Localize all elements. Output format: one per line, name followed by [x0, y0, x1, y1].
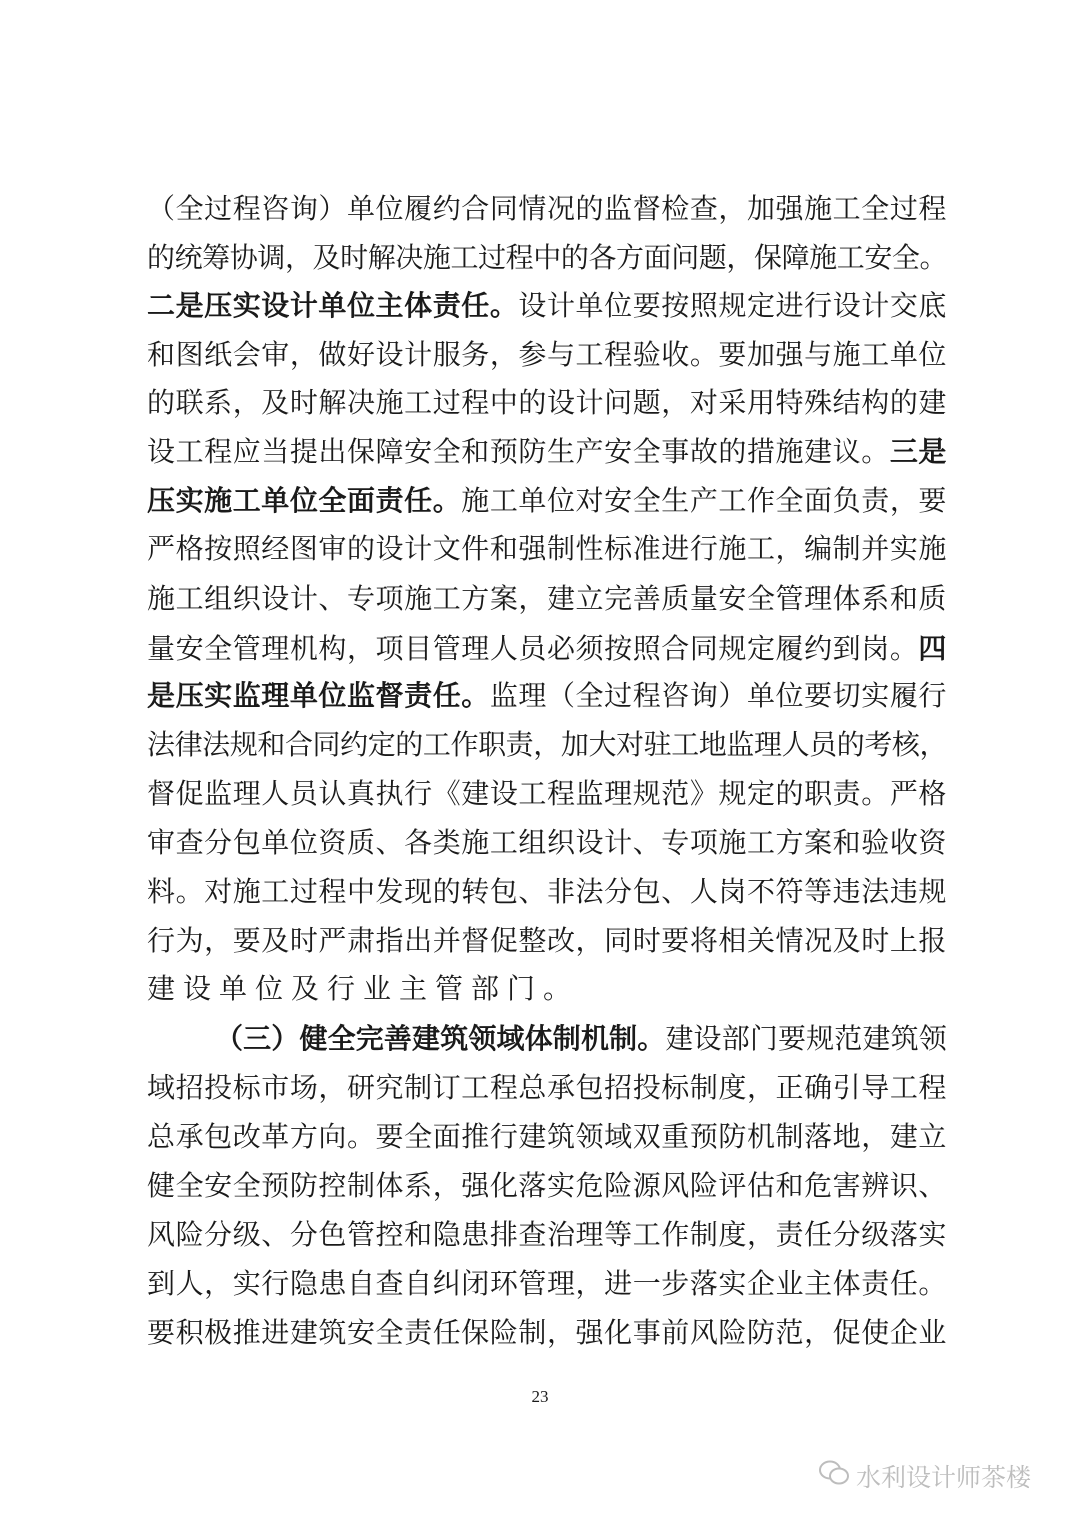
text-line	[147, 1315, 947, 1355]
text-line-content	[147, 971, 579, 1007]
body-text: 到人，实行隐患自查自纠闭环管理，进一步落实企业主体责任。	[147, 1267, 947, 1300]
body-text: 建设单位及行业主管部门。	[147, 972, 580, 1005]
text-line-content	[147, 678, 947, 714]
text-line	[147, 776, 947, 816]
text-line-content	[147, 1070, 947, 1106]
text-line-content	[147, 874, 947, 910]
bold-heading-text: 是压实监理单位监督责任。	[147, 679, 490, 712]
body-text: 法律法规和合同约定的工作职责，加大对驻工地监理人员的考核，	[147, 728, 948, 761]
text-line-content	[147, 385, 947, 421]
text-line	[147, 1168, 947, 1208]
body-text: 和图纸会审，做好设计服务，参与工程验收。要加强与施工单位	[147, 338, 947, 371]
watermark	[818, 1458, 1031, 1494]
body-text: 的统筹协调，及时解决施工过程中的各方面问题，保障施工安全。	[147, 241, 948, 274]
text-line-content	[147, 825, 947, 861]
text-line-content	[147, 631, 947, 667]
text-line-content	[215, 1021, 947, 1057]
page-number: 23	[531, 1387, 549, 1406]
text-line	[147, 531, 947, 571]
text-line	[147, 337, 947, 377]
body-text: 审查分包单位资质、各类施工组织设计、专项施工方案和验收资	[147, 826, 947, 859]
body-text: 的联系，及时解决施工过程中的设计问题，对采用特殊结构的建	[147, 386, 947, 419]
body-text: 域招投标市场，研究制订工程总承包招投标制度，正确引导工程	[147, 1071, 947, 1104]
bold-heading-text: 三是	[889, 435, 947, 468]
text-line-content	[147, 288, 947, 324]
text-line-content	[147, 1217, 947, 1253]
text-line	[147, 678, 947, 718]
text-line	[147, 581, 947, 621]
text-line-content	[147, 1266, 947, 1302]
text-line	[147, 727, 947, 767]
text-line-content	[147, 531, 947, 567]
bold-heading-text: 压实施工单位全面责任。	[147, 484, 462, 517]
text-line	[147, 385, 947, 425]
body-text: 督促监理人员认真执行《建设工程监理规范》规定的职责。严格	[147, 777, 947, 810]
text-line	[147, 483, 947, 523]
text-line-content	[147, 434, 947, 470]
text-line	[215, 1021, 947, 1061]
bold-heading-text: （三）健全完善建筑领域体制机制。	[215, 1022, 666, 1055]
body-text: 严格按照经图审的设计文件和强制性标准进行施工，编制并实施	[147, 532, 947, 565]
text-line	[147, 1217, 947, 1257]
body-text: 要积极推进建筑安全责任保险制，强化事前风险防范，促使企业	[147, 1316, 947, 1349]
text-line	[147, 1266, 947, 1306]
text-line-content	[147, 727, 947, 763]
text-line-content	[147, 1168, 947, 1204]
text-line-content	[147, 483, 947, 519]
text-line	[147, 631, 947, 671]
body-text: 设计单位要按照规定进行设计交底	[518, 289, 947, 322]
body-text: 施工单位对安全生产工作全面负责，要	[461, 484, 947, 517]
body-text: 量安全管理机构，项目管理人员必须按照合同规定履约到岗。	[147, 632, 919, 665]
text-line	[147, 874, 947, 914]
body-text: 行为，要及时严肃指出并督促整改，同时要将相关情况及时上报	[147, 924, 947, 957]
text-line	[147, 923, 947, 963]
text-line	[147, 971, 947, 1011]
text-line	[147, 825, 947, 865]
text-line-content	[147, 1119, 947, 1155]
text-line-content	[147, 923, 947, 959]
text-line-content	[147, 1315, 947, 1351]
wechat-icon	[818, 1459, 850, 1493]
text-line	[147, 288, 947, 328]
body-text: 健全安全预防控制体系，强化落实危险源风险评估和危害辨识、	[147, 1169, 947, 1202]
body-text: 风险分级、分色管控和隐患排查治理等工作制度，责任分级落实	[147, 1218, 947, 1251]
text-line	[147, 191, 947, 231]
body-text: 监理（全过程咨询）单位要切实履行	[489, 679, 947, 712]
text-line-content	[147, 337, 947, 373]
watermark-text: 水利设计师茶楼	[856, 1463, 1032, 1492]
body-text: 建设部门要规范建筑领	[665, 1022, 947, 1055]
text-line-content	[147, 776, 947, 812]
text-line	[147, 1070, 947, 1110]
text-line	[147, 434, 947, 474]
bold-heading-text: 二是压实设计单位主体责任。	[147, 289, 519, 322]
body-text: 总承包改革方向。要全面推行建筑领域双重预防机制落地，建立	[147, 1120, 947, 1153]
body-text: 料。对施工过程中发现的转包、非法分包、人岗不符等违法违规	[147, 875, 947, 908]
bold-heading-text: 四	[918, 632, 947, 665]
text-line	[147, 1119, 947, 1159]
body-text: 设工程应当提出保障安全和预防生产安全事故的措施建议。	[147, 435, 890, 468]
body-text: 施工组织设计、专项施工方案，建立完善质量安全管理体系和质	[147, 582, 947, 615]
text-line-content	[147, 191, 947, 227]
text-line	[147, 240, 947, 280]
body-text: （全过程咨询）单位履约合同情况的监督检查，加强施工全过程	[147, 192, 947, 225]
text-line-content	[147, 240, 947, 276]
text-line-content	[147, 581, 947, 617]
